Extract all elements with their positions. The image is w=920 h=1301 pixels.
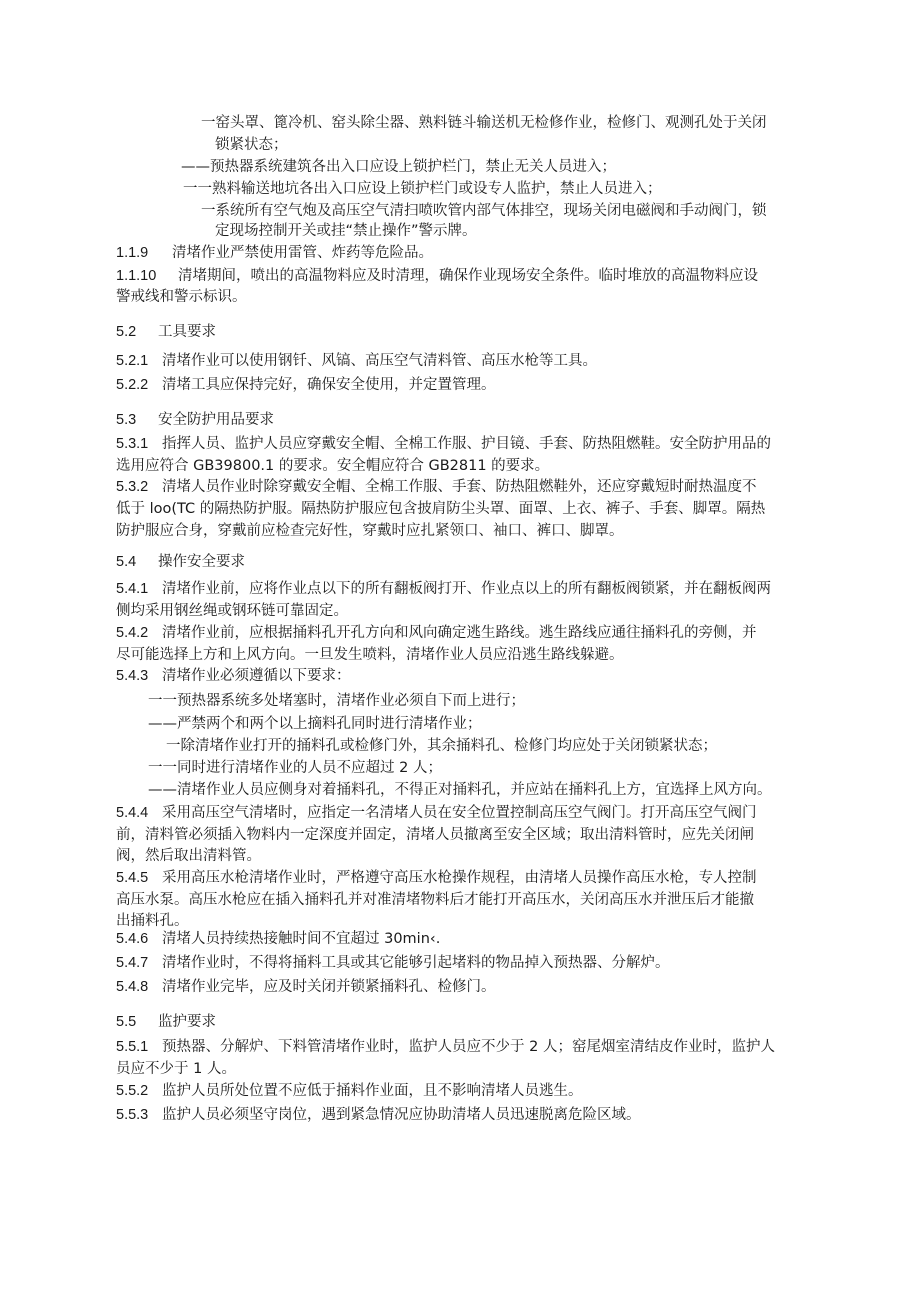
section-heading-5-5 bbox=[116, 1011, 216, 1033]
section-number: 5.3 bbox=[116, 412, 137, 428]
clause-text: 采用高压水枪清堵作业时，严格遵守高压水枪操作规程，由清堵人员操作高压水枪，专人控制 bbox=[162, 870, 757, 886]
clause-number: 5.2.1 bbox=[116, 353, 149, 369]
clause-number: 5.5.3 bbox=[116, 1107, 149, 1123]
clause-continuation: 前，清料管必须插入物料内一定深度并固定，清堵人员撤离至安全区域；取出清料管时，应先关闭闸 bbox=[116, 827, 754, 843]
clause-5-4-8 bbox=[116, 976, 496, 998]
clause-text: 清堵作业必须遵循以下要求： bbox=[162, 668, 351, 684]
section-title: 安全防护用品要求 bbox=[158, 412, 274, 428]
clause-number: 5.4.1 bbox=[116, 581, 149, 597]
section-number: 5.5 bbox=[116, 1014, 137, 1030]
clause-5-5-3 bbox=[116, 1104, 641, 1126]
list-item: 一除清堵作业打开的捅料孔或检修门外，其余捅料孔、检修门均应处于关闭锁紧状态； bbox=[166, 738, 717, 754]
list-item: ——严禁两个和两个以上摘料孔同时进行清堵作业； bbox=[148, 716, 482, 732]
list-item-continuation: 锁紧状态； bbox=[215, 137, 288, 153]
list-item: ——预热器系统建筑各出入口应设上锁护栏门，禁止无关人员进入； bbox=[181, 159, 616, 175]
clause-5-4-7 bbox=[116, 952, 670, 974]
section-heading-5-3 bbox=[116, 409, 274, 431]
clause-5-4-3 bbox=[116, 665, 351, 687]
clause-text: 清堵作业时，不得将捅料工具或其它能够引起堵料的物品掉入预热器、分解炉。 bbox=[162, 955, 670, 971]
clause-5-4-6 bbox=[116, 928, 440, 950]
clause-5-2-1 bbox=[116, 350, 597, 372]
clause-continuation: 出捅料孔。 bbox=[116, 913, 189, 929]
clause-number: 5.4.3 bbox=[116, 668, 149, 684]
clause-text: 清堵作业完毕，应及时关闭并锁紧捅料孔、检修门。 bbox=[162, 979, 496, 995]
clause-5-4-5 bbox=[116, 867, 757, 889]
clause-number: 5.4.6 bbox=[116, 931, 149, 947]
clause-continuation: 防护服应合身，穿戴前应检查完好性，穿戴时应扎紧领口、袖口、裤口、脚罩。 bbox=[116, 523, 624, 539]
clause-continuation: 尽可能选择上方和上风方向。一旦发生喷料，清堵作业人员应沿逃生路线躲避。 bbox=[116, 647, 624, 663]
list-item-continuation: 定现场控制开关或挂“禁止操作”警示牌。 bbox=[215, 223, 477, 239]
clause-1-1-9 bbox=[116, 242, 433, 264]
clause-text: 采用高压空气清堵时，应指定一名清堵人员在安全位置控制高压空气阀门。打开高压空气阀门 bbox=[162, 805, 757, 821]
clause-number: 5.3.2 bbox=[116, 479, 149, 495]
clause-continuation: 警戒线和警示标识。 bbox=[116, 289, 247, 305]
list-item: 一窑头罩、篦冷机、窑头除尘器、熟料链斗输送机无检修作业，检修门、观测孔处于关闭 bbox=[201, 115, 767, 131]
clause-number: 5.4.4 bbox=[116, 805, 149, 821]
clause-number: 5.2.2 bbox=[116, 377, 149, 393]
clause-5-4-2 bbox=[116, 622, 757, 644]
clause-continuation: 侧均采用钢丝绳或钢环链可靠固定。 bbox=[116, 603, 348, 619]
clause-continuation: 阀，然后取出清料管。 bbox=[116, 848, 261, 864]
section-title: 监护要求 bbox=[158, 1014, 216, 1030]
clause-number: 1.1.10 bbox=[116, 268, 157, 284]
clause-number: 5.3.1 bbox=[116, 436, 149, 452]
clause-5-3-2 bbox=[116, 476, 757, 498]
section-heading-5-2 bbox=[116, 321, 216, 343]
clause-number: 5.4.5 bbox=[116, 870, 149, 886]
section-heading-5-4 bbox=[116, 551, 245, 573]
clause-number: 5.5.1 bbox=[116, 1039, 149, 1055]
clause-number: 1.1.9 bbox=[116, 245, 149, 261]
clause-text: 清堵人员持续热接触时间不宜超过 30min‹. bbox=[162, 931, 441, 947]
clause-text: 清堵工具应保持完好，确保安全使用，并定置管理。 bbox=[162, 377, 496, 393]
clause-5-2-2 bbox=[116, 374, 496, 396]
clause-text: 清堵作业严禁使用雷管、炸药等危险品。 bbox=[172, 245, 433, 261]
clause-number: 5.4.8 bbox=[116, 979, 149, 995]
clause-continuation: 低于 loo(TC 的隔热防护服。隔热防护服应包含披肩防尘头罩、面罩、上衣、裤子、手套、脚罩。隔热 bbox=[116, 501, 766, 517]
list-item: 一一预热器系统多处堵塞时，清堵作业必须自下而上进行； bbox=[148, 693, 525, 709]
clause-text: 清堵期间，喷出的高温物料应及时清理，确保作业现场安全条件。临时堆放的高温物料应设 bbox=[178, 268, 758, 284]
clause-number: 5.4.2 bbox=[116, 625, 149, 641]
section-title: 操作安全要求 bbox=[158, 554, 245, 570]
clause-text: 清堵作业前，应根据捅料孔开孔方向和风向确定逃生路线。逃生路线应通往捅料孔的旁侧，并 bbox=[162, 625, 757, 641]
clause-5-3-1 bbox=[116, 433, 771, 455]
clause-5-5-2 bbox=[116, 1080, 583, 1102]
clause-text: 监护人员所处位置不应低于捅料作业面，且不影响清堵人员逃生。 bbox=[162, 1083, 583, 1099]
list-item: 一系统所有空气炮及高压空气清扫喷吹管内部气体排空，现场关闭电磁阀和手动阀门，锁 bbox=[201, 203, 767, 219]
clause-text: 清堵作业前，应将作业点以下的所有翻板阀打开、作业点以上的所有翻板阀锁紧，并在翻板阀两 bbox=[162, 581, 771, 597]
clause-continuation: 选用应符合 GB39800.1 的要求。安全帽应符合 GB2811 的要求。 bbox=[116, 458, 550, 474]
clause-text: 清堵作业可以使用钢钎、风镐、高压空气清料管、高压水枪等工具。 bbox=[162, 353, 597, 369]
clause-continuation: 高压水泵。高压水枪应在插入捅料孔并对准清堵物料后才能打开高压水，关闭高压水并泄压后才能撤 bbox=[116, 892, 754, 908]
clause-text: 指挥人员、监护人员应穿戴安全帽、全棉工作服、护目镜、手套、防热阻燃鞋。安全防护用品的 bbox=[162, 436, 771, 452]
clause-text: 监护人员必须坚守岗位，遇到紧急情况应协助清堵人员迅速脱离危险区域。 bbox=[162, 1107, 641, 1123]
list-item: 一一熟料输送地坑各出入口应设上锁护栏门或设专人监护，禁止人员进入； bbox=[183, 181, 662, 197]
clause-5-5-1 bbox=[116, 1036, 775, 1058]
section-title: 工具要求 bbox=[158, 324, 216, 340]
section-number: 5.2 bbox=[116, 324, 137, 340]
clause-continuation: 员应不少于 1 人。 bbox=[116, 1061, 236, 1077]
clause-text: 预热器、分解炉、下料管清堵作业时，监护人员应不少于 2 人；窑尾烟室清结皮作业时，监护人 bbox=[162, 1039, 775, 1055]
clause-number: 5.5.2 bbox=[116, 1083, 149, 1099]
clause-5-4-1 bbox=[116, 578, 771, 600]
list-item: ——清堵作业人员应侧身对着捅料孔，不得正对捅料孔，并应站在捅料孔上方，宜选择上风方向。 bbox=[148, 782, 772, 798]
list-item: 一一同时进行清堵作业的人员不应超过 2 人； bbox=[148, 760, 442, 776]
clause-text: 清堵人员作业时除穿戴安全帽、全棉工作服、手套、防热阻燃鞋外，还应穿戴短时耐热温度不 bbox=[162, 479, 757, 495]
clause-number: 5.4.7 bbox=[116, 955, 149, 971]
clause-5-4-4 bbox=[116, 802, 757, 824]
section-number: 5.4 bbox=[116, 554, 137, 570]
clause-1-1-10 bbox=[116, 265, 758, 287]
